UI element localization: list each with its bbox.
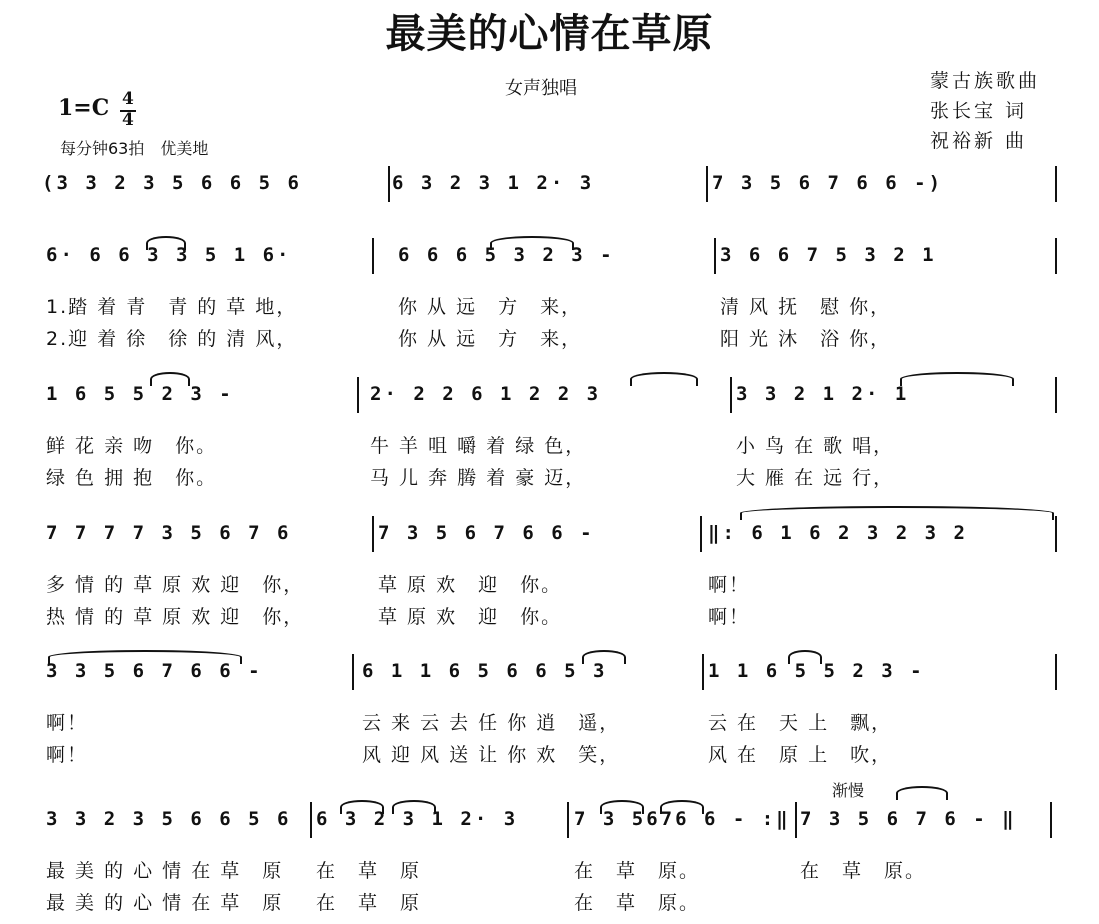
slur (740, 506, 1054, 520)
lyric-verse-1: 清 风 抚 慰 你， (720, 296, 892, 318)
slur (660, 800, 704, 814)
barline (1055, 377, 1057, 413)
barline (714, 238, 716, 274)
slur (896, 786, 948, 800)
barline (372, 238, 374, 274)
barline (1055, 516, 1057, 552)
credit-genre: 蒙古族歌曲 (930, 70, 1041, 92)
barline (1050, 802, 1052, 838)
barline (352, 654, 354, 690)
barline (706, 166, 708, 202)
credit-composer: 祝裕新 曲 (930, 130, 1028, 152)
lyric-verse-1: 在 草 原。 (574, 860, 701, 882)
measure-notes: 1 1 6 5 5 2 3 - (708, 660, 925, 682)
slur (600, 800, 644, 814)
slur (150, 372, 190, 386)
measure-notes: 6· 6 6 3 3 5 1 6· (46, 244, 292, 266)
measure-notes: 7 7 7 7 3 5 6 7 6 (46, 522, 292, 544)
subtitle: 女声独唱 (505, 78, 577, 99)
lyric-verse-1: 牛 羊 咀 嚼 着 绿 色， (370, 435, 587, 457)
lyric-verse-1: 1.踏 着 青 青 的 草 地， (46, 296, 298, 318)
lyric-verse-2: 2.迎 着 徐 徐 的 清 风， (46, 328, 298, 350)
page-title: 最美的心情在草原 (385, 10, 714, 57)
lyric-verse-2: 你 从 远 方 来， (398, 328, 583, 350)
lyric-verse-1: 小 鸟 在 歌 唱， (736, 435, 895, 457)
measure-notes: 7 3 5 6 7 6 - ‖ (800, 808, 1017, 830)
lyric-verse-1: 啊！ (708, 574, 751, 596)
lyric-verse-2: 啊！ (708, 606, 751, 628)
barline (310, 802, 312, 838)
slur (900, 372, 1014, 386)
lyric-verse-2: 草 原 欢 迎 你。 (378, 606, 563, 628)
measure-notes: 3 6 6 7 5 3 2 1 (720, 244, 937, 266)
slur (630, 372, 698, 386)
measure-notes: 6 3 2 3 1 2· 3 (392, 172, 595, 194)
lyric-verse-1: 在 草 原 (316, 860, 422, 882)
slur (582, 650, 626, 664)
measure-notes: 3 3 2 1 2· 1 (736, 383, 910, 405)
credit-lyricist: 张长宝 词 (930, 100, 1028, 122)
barline (567, 802, 569, 838)
slur (392, 800, 436, 814)
barline (730, 377, 732, 413)
lyric-verse-1: 多 情 的 草 原 欢 迎 你， (46, 574, 305, 596)
time-signature-bottom: 4 (122, 110, 134, 130)
ritardando-marking: 渐慢 (832, 781, 865, 800)
measure-notes: 2· 2 2 6 1 2 2 3 (370, 383, 602, 405)
lyric-verse-2: 大 雁 在 远 行， (736, 467, 895, 489)
lyric-verse-1: 鲜 花 亲 吻 你。 (46, 435, 218, 457)
lyric-verse-2: 风 迎 风 送 让 你 欢 笑， (362, 744, 621, 766)
barline (1055, 166, 1057, 202)
measure-notes: ‖: 6 1 6 2 3 2 3 2 (708, 522, 968, 544)
measure-notes: 6 6 6 5 3 2 3 - (398, 244, 615, 266)
slur (146, 236, 186, 250)
slur (48, 650, 242, 664)
measure-notes: 7 3 5676 6 - :‖ (574, 808, 791, 830)
tempo-marking: 每分钟63拍 优美地 (60, 139, 209, 158)
lyric-verse-1: 你 从 远 方 来， (398, 296, 583, 318)
time-signature-top: 4 (122, 89, 134, 109)
barline (388, 166, 390, 202)
lyric-verse-2: 最 美 的 心 情 在 草 原 (46, 892, 284, 914)
measure-notes: 1 6 5 5 2 3 - (46, 383, 234, 405)
lyric-verse-2: 风 在 原 上 吹， (708, 744, 893, 766)
barline (795, 802, 797, 838)
key-signature: 1=C (58, 95, 110, 121)
barline (700, 516, 702, 552)
slur (490, 236, 574, 250)
slur (788, 650, 822, 664)
barline (357, 377, 359, 413)
lyric-verse-2: 绿 色 拥 抱 你。 (46, 467, 218, 489)
lyric-verse-1: 草 原 欢 迎 你。 (378, 574, 563, 596)
lyric-verse-1: 在 草 原。 (800, 860, 927, 882)
barline (1055, 238, 1057, 274)
lyric-verse-1: 云 来 云 去 任 你 逍 遥， (362, 712, 621, 734)
lyric-verse-1: 最 美 的 心 情 在 草 原 (46, 860, 284, 882)
measure-notes: 6 1 1 6 5 6 6 5 3 (362, 660, 608, 682)
measure-notes: 7 3 5 6 7 6 6 -) (712, 172, 944, 194)
lyric-verse-2: 在 草 原。 (574, 892, 701, 914)
lyric-verse-1: 云 在 天 上 飘， (708, 712, 893, 734)
lyric-verse-2: 啊！ (46, 744, 89, 766)
barline (702, 654, 704, 690)
lyric-verse-2: 热 情 的 草 原 欢 迎 你， (46, 606, 305, 628)
barline (372, 516, 374, 552)
lyric-verse-1: 啊！ (46, 712, 89, 734)
measure-notes: (3 3 2 3 5 6 6 5 6 (42, 172, 302, 194)
lyric-verse-2: 在 草 原 (316, 892, 422, 914)
barline (1055, 654, 1057, 690)
measure-notes: 3 3 5 6 7 6 6 - (46, 660, 263, 682)
slur (340, 800, 384, 814)
measure-notes: 3 3 2 3 5 6 6 5 6 (46, 808, 292, 830)
lyric-verse-2: 马 儿 奔 腾 着 豪 迈， (370, 467, 587, 489)
lyric-verse-2: 阳 光 沐 浴 你， (720, 328, 892, 350)
measure-notes: 7 3 5 6 7 6 6 - (378, 522, 595, 544)
measure-notes: 6 3 2 3 1 2· 3 (316, 808, 519, 830)
